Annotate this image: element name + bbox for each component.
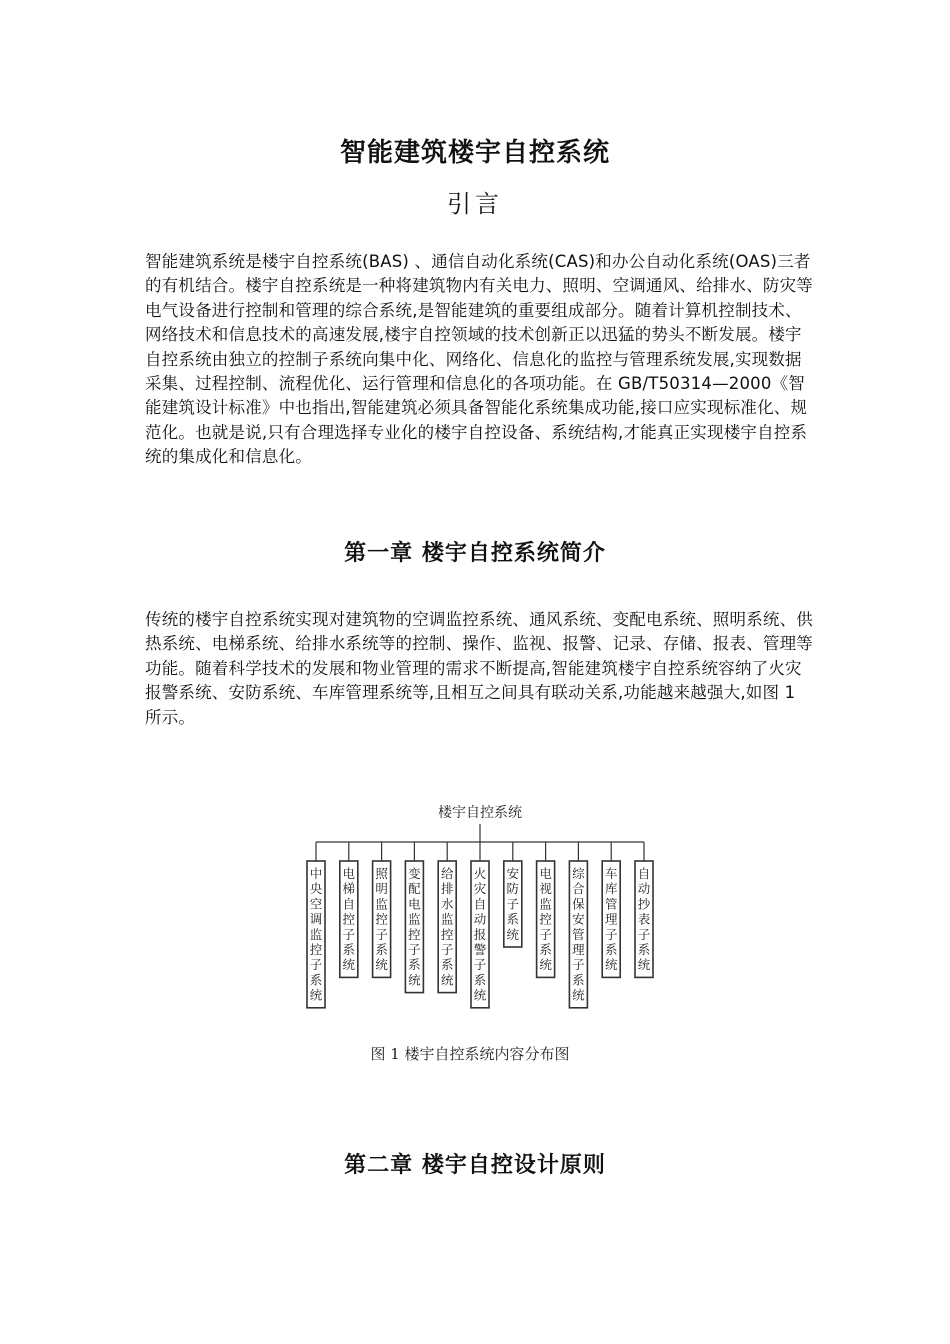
- child-node-label: 火灾自动报警子系统: [473, 866, 487, 1003]
- child-node-label: 给排水监控子系统: [440, 866, 454, 988]
- figure-caption: 图 1 楼宇自控系统内容分布图: [370, 1045, 570, 1063]
- chapter-1-paragraph: 传统的楼宇自控系统实现对建筑物的空调监控系统、通风系统、变配电系统、照明系统、供热系统、电梯系统、给排水系统等的控制、操作、监视、报警、记录、存储、报表、管理等功能。随着科学技术的发展和物业管理的需求不断提高,智能建筑楼宇自控系统容纳了火灾报警系统、安防系统、车库管理系统等,且相互之间具有联动关系,功能越来越强大,如图 1 所示。: [145, 610, 813, 727]
- figure-1-diagram: [290, 795, 660, 1075]
- chapter-2-heading: 第二章 楼宇自控设计原则: [344, 1153, 606, 1178]
- child-node-label: 车库管理子系统: [604, 866, 618, 973]
- child-node-label: 自动抄表子系统: [637, 866, 651, 973]
- child-node-label: 电梯自控子系统: [342, 866, 356, 973]
- section-heading-intro: 引言: [447, 190, 503, 218]
- child-node-label: 安防子系统: [506, 866, 520, 942]
- child-node-label: 照明监控子系统: [375, 866, 388, 973]
- child-node-label: 电视监控子系统: [539, 866, 552, 973]
- child-node-label: 变配电监控子系统: [408, 866, 421, 988]
- child-node-label: 综合保安管理子系统: [572, 866, 585, 1003]
- figure-1: [290, 795, 660, 1075]
- root-node-label: 楼宇自控系统: [438, 805, 522, 821]
- child-node-label: 中央空调监控子系统: [309, 866, 323, 1003]
- chapter-1-heading: 第一章 楼宇自控系统简介: [344, 541, 606, 566]
- child-node-group: [307, 842, 653, 1008]
- intro-paragraph: 智能建筑系统是楼宇自控系统(BAS) 、通信自动化系统(CAS)和办公自动化系统(OAS)三者的有机结合。楼宇自控系统是一种将建筑物内有关电力、照明、空调通风、给排水、防灾等电气设备进行控制和管理的综合系统,是智能建筑的重要组成部分。随着计算机控制技术、网络技术和信息技术的高速发展,楼宇自控领域的技术创新正以迅猛的势头不断发展。楼宇自控系统由独立的控制子系统向集中化、网络化、信息化的监控与管理系统发展,实现数据采集、过程控制、流程优化、运行管理和信息化的各项功能。在 GB/T50314—2000《智能建筑设计标准》中也指出,智能建筑必须具备智能化系统集成功能,接口应实现标准化、规范化。也就是说,只有合理选择专业化的楼宇自控设备、系统结构,才能真正实现楼宇自控系统的集成化和信息化。: [145, 252, 813, 467]
- document-title: 智能建筑楼宇自控系统: [339, 138, 610, 168]
